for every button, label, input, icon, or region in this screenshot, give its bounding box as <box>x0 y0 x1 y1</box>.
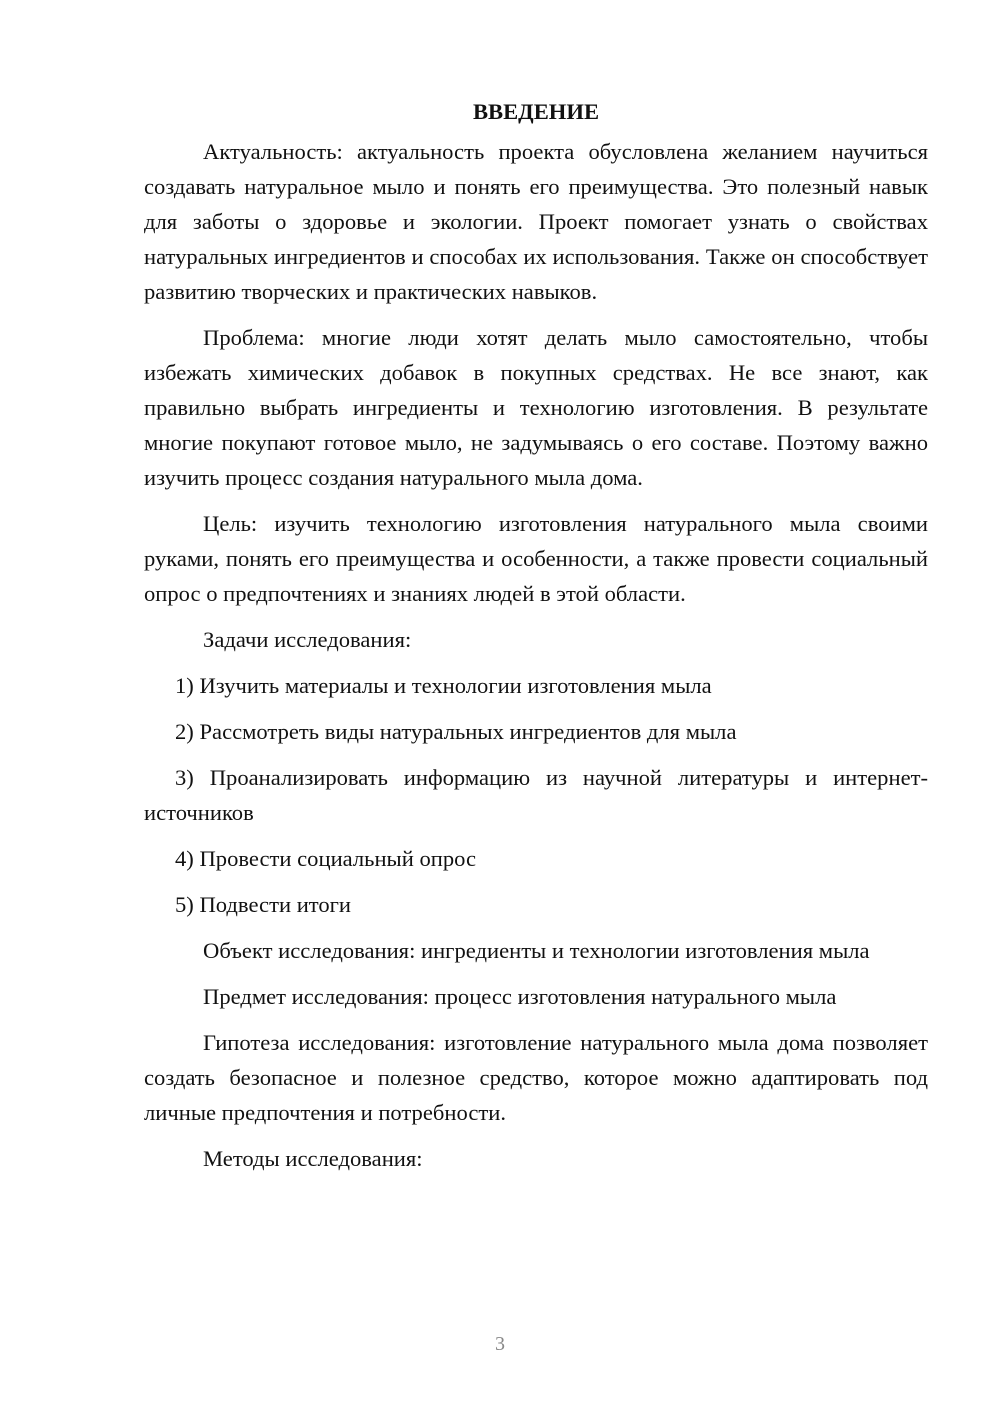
paragraph-hypothesis: Гипотеза исследования: изготовление натурального мыла дома позволяет создать безопасное и полезное средство, которое можно адаптировать под личные предпочтения и потребности. <box>144 1030 928 1125</box>
task-item-4: 4) Провести социальный опрос <box>175 846 477 871</box>
paragraph-object: Объект исследования: ингредиенты и технологии изготовления мыла <box>203 938 870 963</box>
task-item-2: 2) Рассмотреть виды натуральных ингредиентов для мыла <box>175 719 737 744</box>
paragraph-relevance: Актуальность: актуальность проекта обусловлена желанием научиться создавать натуральное мыло и понять его преимущества. Это полезный навык для заботы о здоровье и экологии. Проект помогает узнать о свойствах натуральных ингредиентов и способах их использования. Также он способствует развитию творческих и практических навыков. <box>144 139 928 304</box>
task-item-1: 1) Изучить материалы и технологии изготовления мыла <box>175 673 712 698</box>
paragraph-methods: Методы исследования: <box>203 1146 423 1171</box>
page-content <box>144 98 928 1187</box>
paragraph-goal: Цель: изучить технологию изготовления натурального мыла своими руками, понять его преимущества и особенности, а также провести социальный опрос о предпочтениях и знаниях людей в этой области. <box>144 511 928 606</box>
paragraph-problem: Проблема: многие люди хотят делать мыло самостоятельно, чтобы избежать химических добавок в покупных средствах. Не все знают, как правильно выбрать ингредиенты и технологию изготовления. В результате многие покупают готовое мыло, не задумываясь о его составе. Поэтому важно изучить процесс создания натурального мыла дома. <box>144 325 928 490</box>
paragraph-tasks-heading: Задачи исследования: <box>203 627 412 652</box>
task-item-5: 5) Подвести итоги <box>175 892 352 917</box>
task-item-3: 3) Проанализировать информацию из научной литературы и интернет-источников <box>144 765 928 825</box>
page-number: 3 <box>495 1333 505 1355</box>
section-title: ВВЕДЕНИЕ <box>472 99 600 124</box>
paragraph-subject: Предмет исследования: процесс изготовления натурального мыла <box>203 984 837 1009</box>
